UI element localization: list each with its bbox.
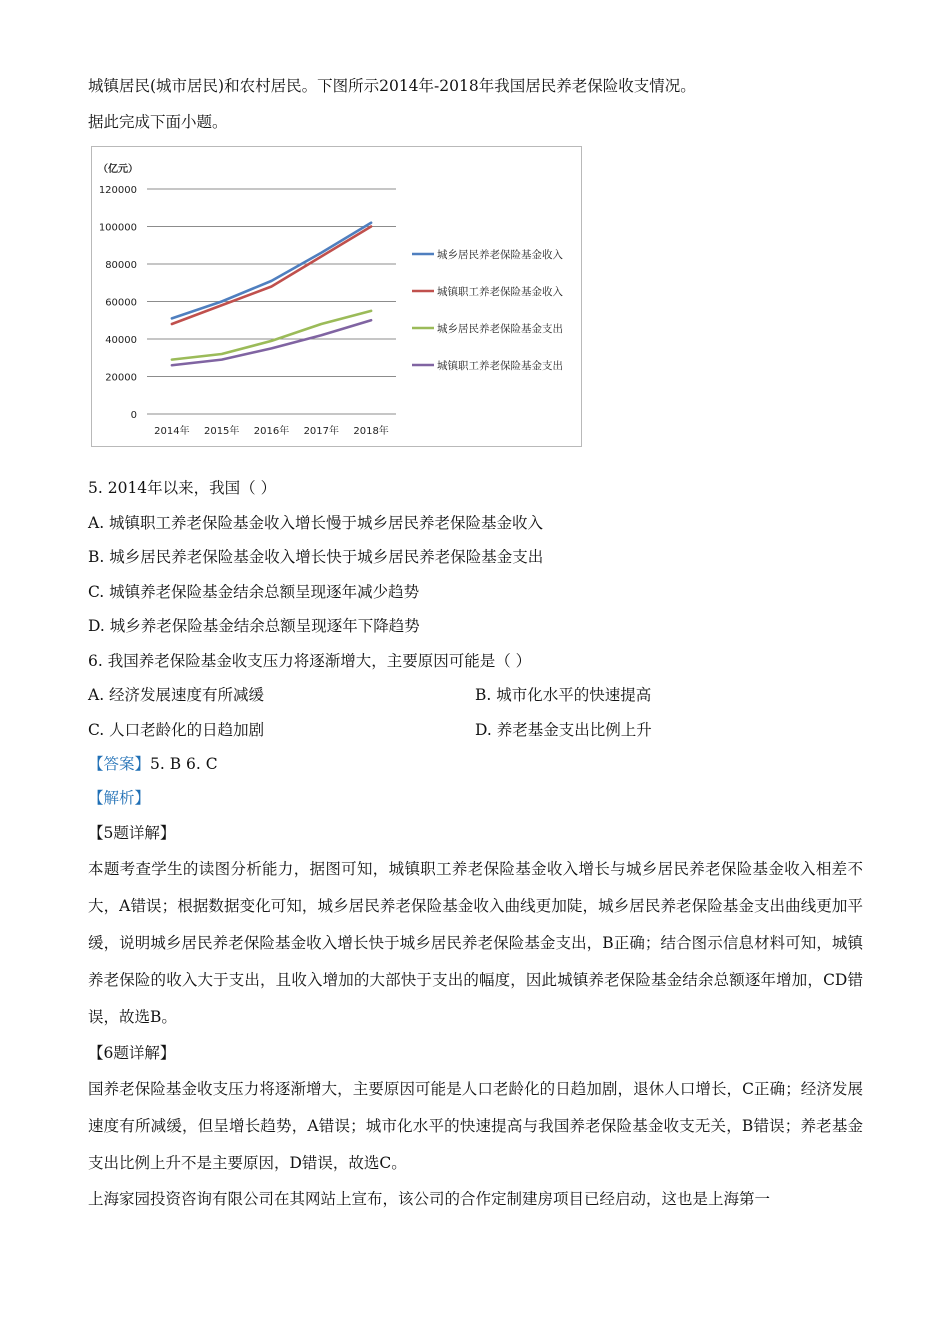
answer-label: 【答案】 [88,755,151,773]
series-line-3 [172,311,371,360]
chart-svg [92,147,581,446]
answer-text: 5. B 6. C [150,755,218,773]
q5-option-d: D. 城乡养老保险基金结余总额呈现逐年下降趋势 [88,617,420,635]
y-tick-label: 80000 [105,260,137,271]
legend-label-3: 城乡居民养老保险基金支出 [437,323,563,335]
next-passage: 上海家园投资咨询有限公司在其网站上宣布，该公司的合作定制建房项目已经启动，这也是上海第一 [88,1190,771,1208]
legend-label-2: 城镇职工养老保险基金收入 [437,286,563,298]
q5-option-c: C. 城镇养老保险基金结余总额呈现逐年减少趋势 [88,583,420,601]
x-tick-label: 2018年 [353,426,389,437]
q5-option-a: A. 城镇职工养老保险基金收入增长慢于城乡居民养老保险基金收入 [88,514,544,532]
x-tick-label: 2015年 [203,426,240,437]
series-line-4 [172,320,371,365]
pension-chart [91,146,582,447]
y-tick-label: 120000 [98,185,137,196]
analysis-label-text: 【解析】 [88,789,151,807]
y-tick-label: 40000 [105,335,137,346]
y-tick-label: 0 [130,410,137,421]
x-tick-label: 2017年 [303,426,340,437]
q6-option-a: A. 经济发展速度有所减缓 [88,686,265,704]
y-tick-label: 20000 [105,372,137,384]
analysis-label [88,787,150,809]
series-line-1 [172,223,371,319]
q6-option-c: C. 人口老龄化的日趋加剧 [88,721,265,739]
q5-option-b: B. 城乡居民养老保险基金收入增长快于城乡居民养老保险基金支出 [88,548,544,566]
intro-line-2: 据此完成下面小题。 [88,113,228,131]
legend-label-4: 城镇职工养老保险基金支出 [437,360,563,372]
q6-option-b: B. 城市化水平的快速提高 [475,686,652,704]
detail-6-text: 国养老保险基金收支压力将逐渐增大，主要原因可能是人口老龄化的日趋加剧，退休人口增长，C正确；经济发展速度有所减缓，但呈增长趋势，A错误；城市化水平的快速提高与我国养老保险基金收支无关，B错误；养老基金支出比例上升不是主要原因，D错误，故选C。 [88,1080,863,1172]
detail-6-title: 【6题详解】 [88,1044,176,1062]
q6-stem: 6. 我国养老保险基金收支压力将逐渐增大，主要原因可能是（ ） [88,652,532,670]
x-tick-label: 2016年 [253,426,290,437]
legend-label-1: 城乡居民养老保险基金收入 [437,249,563,261]
intro-line-1: 城镇居民(城市居民)和农村居民。下图所示2014年-2018年我国居民养老保险收支情况。 [88,77,696,95]
y-tick-label: 100000 [98,222,137,234]
x-tick-label: 2014年 [154,426,190,437]
y-tick-label: 60000 [105,297,137,309]
q6-option-d: D. 养老基金支出比例上升 [475,721,652,739]
detail-5-text: 本题考查学生的读图分析能力，据图可知，城镇职工养老保险基金收入增长与城乡居民养老保险基金收入相差不大，A错误；根据数据变化可知，城乡居民养老保险基金收入曲线更加陡，城乡居民养老保险基金支出曲线更加平缓，说明城乡居民养老保险基金收入增长快于城乡居民养老保险基金支出，B正确；结合图示信息材料可知，城镇养老保险的收入大于支出，且收入增加的大部快于支出的幅度，因此城镇养老保险基金结余总额逐年增加，CD错误，故选B。 [88,860,863,1026]
q5-stem: 5. 2014年以来，我国（ ） [88,479,277,497]
y-unit-label: （亿元） [98,164,138,175]
detail-5-title: 【5题详解】 [88,824,176,842]
answer-line [88,753,218,775]
